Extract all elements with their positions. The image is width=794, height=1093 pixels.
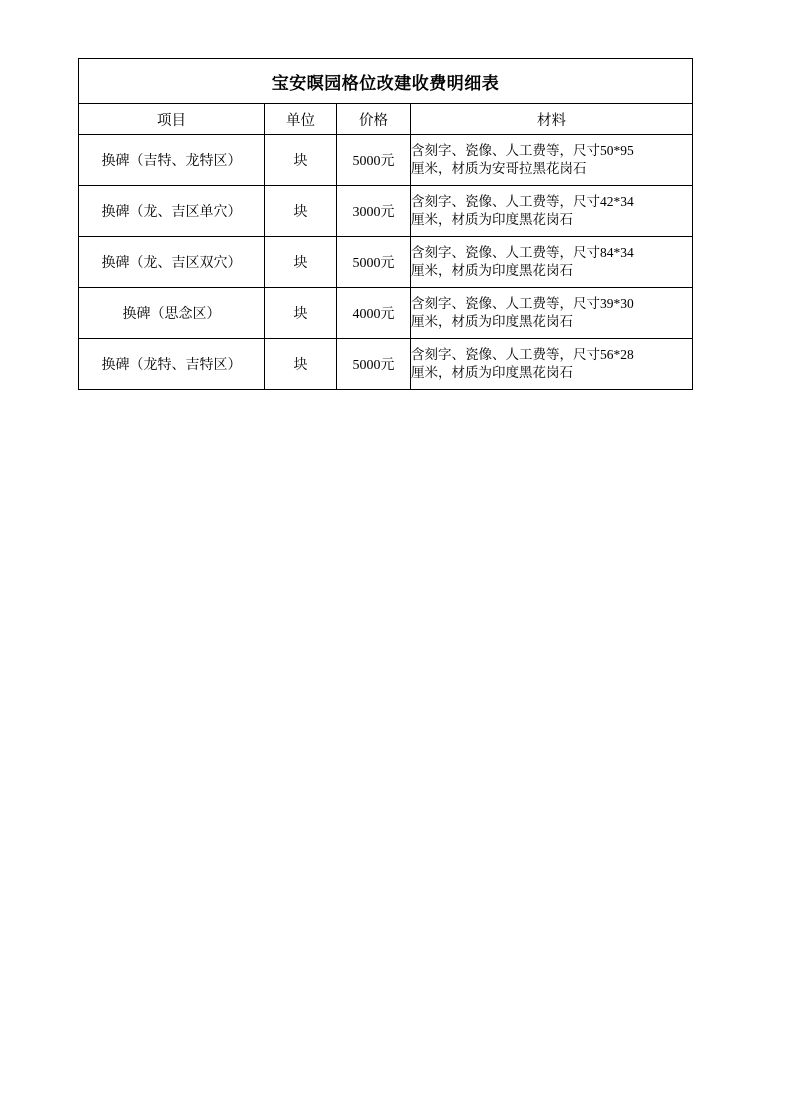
table-row	[79, 135, 693, 186]
cell-unit: 块	[265, 186, 337, 237]
table-row	[79, 237, 693, 288]
cell-price: 5000元	[337, 135, 411, 186]
cell-unit: 块	[265, 339, 337, 390]
cell-item: 换碑（龙、吉区单穴）	[79, 186, 265, 237]
cell-unit: 块	[265, 135, 337, 186]
cell-unit: 块	[265, 237, 337, 288]
material-line-2: 厘米，材质为印度黑花岗石	[411, 365, 573, 380]
material-line-1: 含刻字、瓷像、人工费等，尺寸84*34	[411, 244, 634, 260]
table-title-row	[79, 59, 693, 104]
table-row	[79, 288, 693, 339]
cell-material	[411, 186, 693, 237]
column-header-item: 项目	[79, 104, 265, 135]
cell-price: 4000元	[337, 288, 411, 339]
material-line-2: 厘米，材质为安哥拉黑花岗石	[411, 161, 587, 176]
material-line-2: 厘米，材质为印度黑花岗石	[411, 263, 573, 278]
table-header-row	[79, 104, 693, 135]
table-row	[79, 339, 693, 390]
cell-price: 5000元	[337, 237, 411, 288]
table-row	[79, 186, 693, 237]
column-header-unit: 单位	[265, 104, 337, 135]
cell-item: 换碑（龙、吉区双穴）	[79, 237, 265, 288]
material-line-1: 含刻字、瓷像、人工费等，尺寸56*28	[411, 346, 634, 362]
column-header-price: 价格	[337, 104, 411, 135]
cell-item: 换碑（吉特、龙特区）	[79, 135, 265, 186]
material-line-2: 厘米，材质为印度黑花岗石	[411, 314, 573, 329]
cell-price: 3000元	[337, 186, 411, 237]
cell-material	[411, 288, 693, 339]
cell-price: 5000元	[337, 339, 411, 390]
cell-item: 换碑（思念区）	[79, 288, 265, 339]
page-title: 宝安暝园格位改建收费明细表	[79, 59, 693, 104]
fee-table	[78, 58, 693, 390]
fee-table-container	[78, 58, 692, 390]
cell-material	[411, 135, 693, 186]
cell-unit: 块	[265, 288, 337, 339]
cell-material	[411, 339, 693, 390]
material-line-1: 含刻字、瓷像、人工费等，尺寸50*95	[411, 142, 634, 158]
material-line-1: 含刻字、瓷像、人工费等，尺寸42*34	[411, 193, 634, 209]
cell-item: 换碑（龙特、吉特区）	[79, 339, 265, 390]
material-line-2: 厘米，材质为印度黑花岗石	[411, 212, 573, 227]
cell-material	[411, 237, 693, 288]
material-line-1: 含刻字、瓷像、人工费等，尺寸39*30	[411, 295, 634, 311]
column-header-material: 材料	[411, 104, 693, 135]
